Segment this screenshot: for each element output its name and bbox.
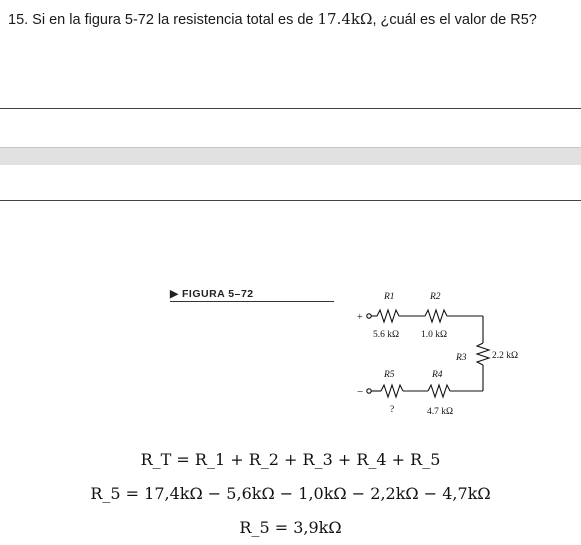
circuit-diagram <box>345 285 545 420</box>
equation-substitution-text: R_5 = 17,4kΩ − 5,6kΩ − 1,0kΩ − 2,2kΩ − 4,7kΩ <box>90 484 491 503</box>
r4-value: 4.7 kΩ <box>427 407 454 417</box>
r5-label: R5 <box>384 370 395 380</box>
figure-caption-rule <box>170 301 334 302</box>
r3-zigzag <box>477 343 489 365</box>
r5-value: ? <box>390 405 395 415</box>
r3-value: 2.2 kΩ <box>492 351 519 361</box>
question-text <box>8 10 578 29</box>
r5-zigzag <box>381 385 403 397</box>
r3-label: R3 <box>456 353 467 363</box>
question-prefix: 15. Si en la figura 5-72 la resistencia total es de <box>8 12 318 28</box>
r2-zigzag <box>425 310 447 322</box>
r1-value: 5.6 kΩ <box>373 330 400 340</box>
question-suffix: , ¿cuál es el valor de R5? <box>372 12 537 28</box>
answer-line-top <box>0 108 581 109</box>
terminal-plus-node <box>367 314 371 318</box>
equation-substitution <box>0 484 581 503</box>
r1-label: R1 <box>384 292 395 302</box>
caption-arrow-icon: ▶ <box>170 288 179 300</box>
equation-total <box>0 450 581 469</box>
terminal-minus: − <box>357 386 364 398</box>
r1-zigzag <box>377 310 399 322</box>
answer-band <box>0 147 581 165</box>
terminal-minus-node <box>367 389 371 393</box>
figure-caption <box>170 288 254 300</box>
r4-zigzag <box>428 385 450 397</box>
equation-result <box>0 518 581 537</box>
figure-label-text: FIGURA 5–72 <box>182 288 254 300</box>
equation-result-text: R_5 = 3,9kΩ <box>239 518 342 537</box>
answer-line-bottom <box>0 200 581 201</box>
r4-label: R4 <box>432 370 443 380</box>
equation-total-text: R_T = R_1 + R_2 + R_3 + R_4 + R_5 <box>140 450 441 469</box>
r2-label: R2 <box>430 292 441 302</box>
r2-value: 1.0 kΩ <box>421 330 448 340</box>
question-total-resistance: 17.4kΩ <box>317 10 373 28</box>
terminal-plus: + <box>357 312 363 323</box>
